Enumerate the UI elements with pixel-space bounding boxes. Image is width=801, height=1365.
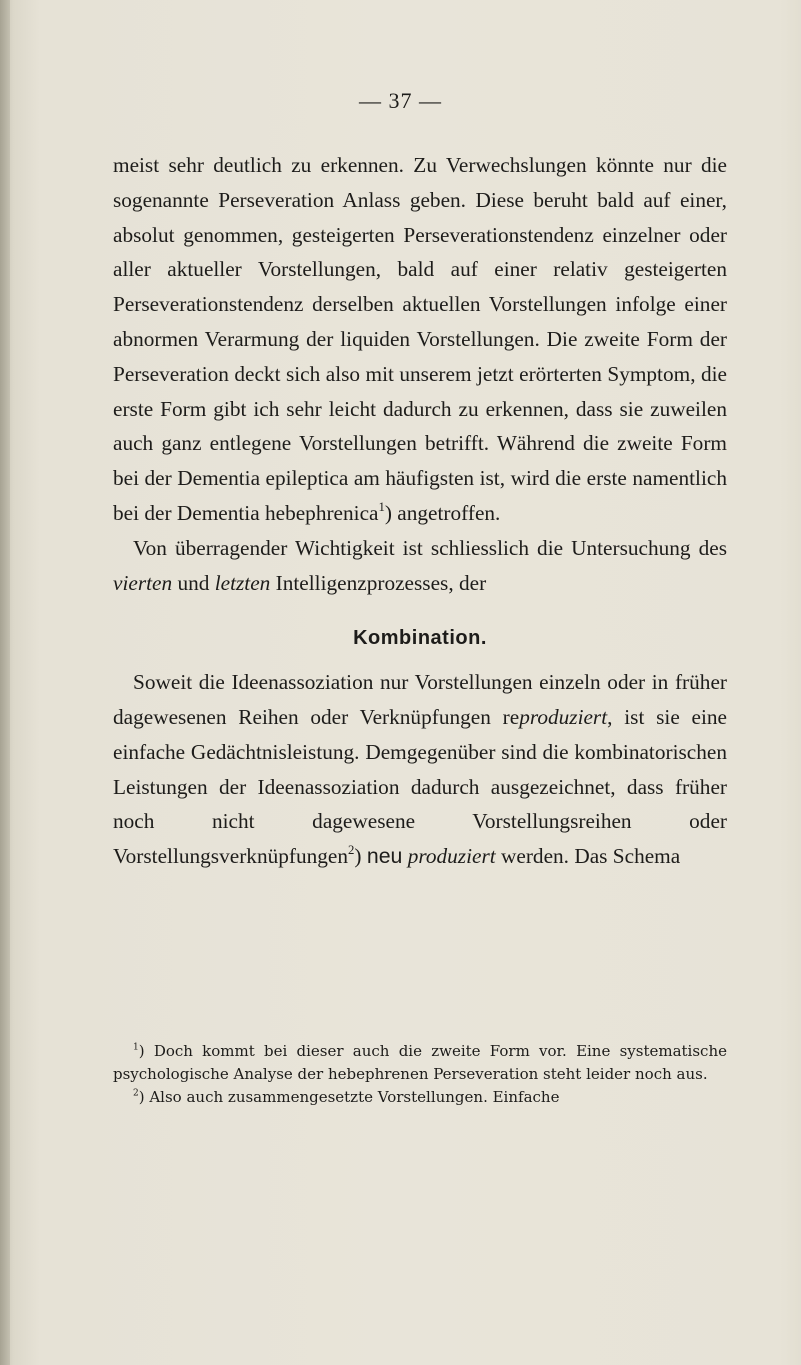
- footnote-ref-2: 2: [348, 843, 355, 858]
- footnotes: [113, 1040, 727, 1109]
- paragraph-perseveration: [113, 148, 727, 531]
- paragraph-2-start: Von überragender Wichtigkeit ist schliesslich die Untersuchung des: [133, 535, 727, 560]
- footnote-2-text: ) Also auch zusammengesetzte Vorstellungen. Einfache: [138, 1088, 560, 1106]
- paragraph-3-part5: werden. Das Schema: [495, 844, 681, 869]
- section-heading: Kombination.: [353, 627, 487, 650]
- footnote-1-text: ) Doch kommt bei dieser auch die zweite Form vor. Eine systematische psychologische Analyse der hebephrenen Perseveration steht leider noch aus.: [113, 1042, 727, 1083]
- paragraph-1-text: meist sehr deutlich zu erkennen. Zu Verwechslungen könnte nur die sogenannte Perseveration Anlass geben. Diese beruht bald auf einer, absolut genommen, gesteigerten Perseverationstendenz einzelner oder aller aktueller Vorstellungen, bald auf einer relativ gesteigerten Perseverationstendenz derselben aktuellen Vorstellungen infolge einer abnormen Verarmung der liquiden Vorstellungen. Die zweite Form der Perseveration deckt sich also mit unserem jetzt erörterten Symptom, die erste Form gibt ich sehr leicht dadurch zu erkennen, dass sie zuweilen auch ganz entlegene Vorstellungen betrifft. Während die zweite Form bei der Dementia epileptica am häufigsten ist, wird die erste namentlich bei der Dementia hebephrenica: [113, 153, 727, 525]
- book-spine-shadow: [0, 0, 10, 1365]
- emphasis-letzten: letzten: [214, 570, 271, 595]
- footnote-2: [113, 1086, 727, 1109]
- paragraph-3-part1: Soweit die Ideenassoziation nur Vorstellungen einzeln oder in früher dagewesenen Reihen oder Verknüpfungen re: [113, 670, 727, 729]
- emphasis-produziert-2: produziert: [407, 844, 496, 869]
- paragraph-fourth-process: [113, 531, 727, 601]
- footnote-ref-1: 1: [378, 500, 385, 515]
- paragraph-2-end: Intelligenzprozesses, der: [270, 570, 487, 595]
- emphasis-neu: neu: [366, 844, 403, 869]
- paragraph-combination: [113, 665, 727, 874]
- paragraph-2-middle: und: [172, 570, 215, 595]
- main-text: [113, 148, 727, 874]
- footnote-1: [113, 1040, 727, 1086]
- paragraph-3-part3: ): [354, 844, 367, 869]
- footnote-1-marker: 1: [133, 1042, 139, 1053]
- emphasis-vierten: vierten: [113, 570, 173, 595]
- paragraph-3-part2: , ist sie eine einfache Gedächtnisleistung. Demgegenüber sind die kombinatorischen Leistungen der Ideenassoziation dadurch ausgezeichnet, dass früher noch nicht dagewesene Vorstellungsreihen oder Vorstellungsverknüpfungen: [113, 704, 728, 869]
- emphasis-produziert-1: produziert: [519, 704, 608, 729]
- paragraph-1-tail: ) angetroffen.: [384, 500, 501, 525]
- page-number: — 37 —: [359, 88, 442, 113]
- footnote-2-marker: 2: [133, 1088, 139, 1099]
